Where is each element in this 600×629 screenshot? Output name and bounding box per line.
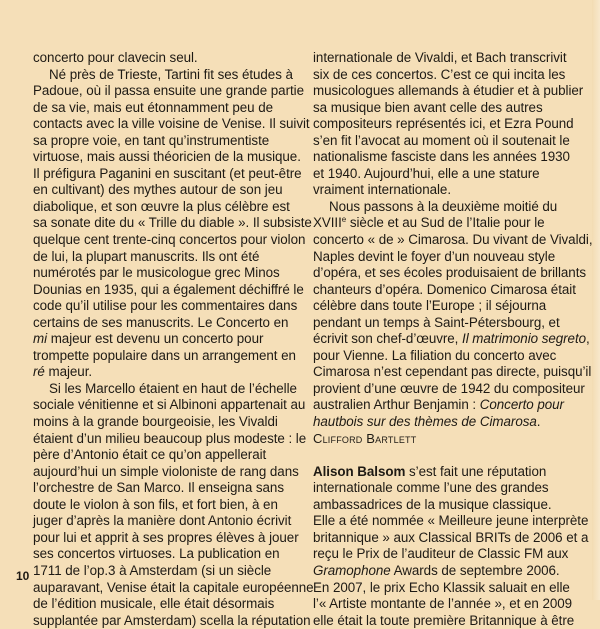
text-line: chanteurs d’opéra. Domenico Cimarosa était: [313, 281, 576, 297]
text-line: code qu’il utilise pour les commentaires dans: [33, 298, 298, 314]
text-line: 1711 de l’op.3 à Amsterdam (si un siècle: [33, 562, 272, 578]
text-line: d’opéra, et ses écoles produisaient de brillants: [313, 265, 587, 281]
text-run: majeur.: [44, 364, 93, 380]
paragraph-start: Nous passons à la deuxième moitié du: [329, 198, 558, 214]
text-line: sa sonate dite du « Trille du diable ». Il subsiste: [33, 215, 312, 231]
paragraph-start: Si les Marcello étaient en haut de l’échelle: [49, 380, 297, 396]
text-line: concerto pour clavecin seul.: [33, 50, 198, 65]
text-line: Il préfigura Paganini en suscitant (et peut-être: [33, 165, 302, 181]
text-line: provient d’une œuvre de 1942 du compositeur: [313, 380, 585, 396]
text-line: sa propre voie, en tant qu’instrumentiste: [33, 132, 270, 148]
text-line: sociale vénitienne et si Albinoni appartenait au: [33, 397, 306, 413]
italic-key: ré: [33, 364, 45, 380]
text-line: s’en fit l’avocat au moment où il soutenait le: [313, 132, 570, 148]
text-line: certains de ses manuscrits. Le Concerto en: [33, 314, 289, 330]
text-line: Elle a été nommée « Meilleure jeune interprète: [313, 513, 589, 529]
text-run: Awards de septembre 2006.: [390, 562, 560, 578]
text-run: siècle et au Sud de l’Italie pour le: [346, 215, 545, 231]
text-line: trompette populaire dans un arrangement en: [33, 347, 296, 363]
text-line: en cultivant) des mythes autour de son jeu: [33, 182, 283, 198]
work-title: Il matrimonio segreto: [462, 331, 587, 347]
text-line: père d’Antonio était ce qu’on appellerait: [33, 447, 267, 463]
text-line: elle était la toute première Britannique à être: [313, 612, 575, 628]
paragraph-start: Né près de Trieste, Tartini fit ses études à: [49, 66, 293, 82]
text-line: [313, 397, 583, 414]
text-line: contacts avec la ville voisine de Venise. Il suivit: [33, 116, 310, 132]
section-gap: [313, 447, 583, 464]
left-column: [33, 50, 314, 629]
text-line: Cimarosa n’est cependant pas directe, puisqu’il: [313, 364, 592, 380]
italic-key: mi: [33, 331, 48, 347]
text-line: internationale comme l’une des grandes: [313, 480, 549, 496]
page-number: 10: [16, 569, 30, 583]
text-line: sa musique bien avant celle des autres: [313, 99, 543, 115]
text-line: célèbre dans toute l’Europe ; il séjourna: [313, 298, 547, 314]
text-line: diabolique, et son œuvre la plus célèbre est: [33, 198, 290, 214]
text-line: l’« Artiste montante de l’année », et en 2009: [313, 596, 573, 612]
text-line: l’orchestre de San Marco. Il enseigna sans: [33, 480, 284, 496]
text-line: ses concertos virtuoses. La publication en: [33, 546, 280, 562]
text-line: virtuose, mais aussi théoricien de la musique.: [33, 149, 301, 165]
text-line: concerto « de » Cimarosa. Du vivant de Vivaldi,: [313, 232, 593, 248]
text-line: [33, 364, 295, 381]
text-line: musicologues allemands à étudier et à publier: [313, 83, 584, 99]
text-line: compositeurs représentés ici, et Ezra Pound: [313, 116, 574, 132]
text-line: pour Vienne. La filiation du concerto avec: [313, 347, 557, 363]
work-title: hautbois sur des thèmes de Cimarosa: [313, 414, 537, 430]
text-run: s’est fait une réputation: [405, 463, 547, 479]
text-run: .: [536, 414, 541, 430]
text-line: pendant un temps à Saint-Pétersbourg, et: [313, 314, 560, 330]
text-run: écrivit son chef-d’œuvre,: [313, 331, 463, 347]
text-line: reçu le Prix de l’auditeur de Classic FM aux: [313, 546, 569, 562]
text-line: quelque cent trente-cinq concertos pour violon: [33, 232, 306, 248]
text-line: Naples devint le foyer d’un nouveau style: [313, 248, 556, 264]
text-run: australien Arthur Benjamin :: [313, 397, 480, 413]
century-numeral: XVIII: [313, 215, 342, 231]
text-run: ,: [586, 331, 590, 347]
text-line: supplantée par Amsterdam) scella la réputation: [33, 612, 311, 628]
text-line: En 2007, le prix Echo Klassik saluait en elle: [313, 579, 570, 595]
text-line: de l’édition musicale, elle était désormais: [33, 596, 275, 612]
text-line: aujourd’hui un simple violoniste de rang dans: [33, 463, 299, 479]
text-line: [313, 215, 583, 232]
text-line: [313, 331, 590, 348]
text-line: [313, 414, 583, 431]
text-line: étaient d’un milieu beaucoup plus modeste : le: [33, 430, 307, 446]
bio-first-line: [313, 464, 583, 481]
right-column: [313, 50, 593, 629]
text-line: moins à la grande bourgeoisie, les Vivaldi: [33, 414, 278, 430]
text-line: Dounias en 1935, qui a également déchiffré le: [33, 281, 304, 297]
text-line: et 1940. Aujourd’hui, elle a une stature: [313, 165, 540, 181]
author-signature: Clifford Bartlett: [313, 430, 417, 446]
text-line: de lui, la plupart manuscrits. Ils ont été: [33, 248, 260, 264]
text-line: [33, 331, 295, 348]
text-line: britannique » aux Classical BRITs de 2006 et a: [313, 529, 589, 545]
magazine-title: Gramophone: [313, 562, 391, 578]
text-line: nationalisme fasciste dans les années 1930: [313, 149, 570, 165]
page-edge: [592, 0, 600, 600]
text-line: ambassadrices de la musique classique.: [313, 496, 552, 512]
ordinal-superscript: e: [341, 215, 347, 225]
text-line: auparavant, Venise était la capitale européenne: [33, 579, 314, 595]
text-line: vraiment internationale.: [313, 182, 451, 198]
text-line: Padoue, où il passa ensuite une grande partie: [33, 83, 304, 99]
text-line: de sa vie, mais eut étonnamment peu de: [33, 99, 274, 115]
text-line: numérotés par le musicologue grec Minos: [33, 265, 280, 281]
artist-name: Alison Balsom: [313, 463, 406, 479]
text-line: internationale de Vivaldi, et Bach transcrivit: [313, 50, 567, 65]
work-title: Concerto pour: [479, 397, 564, 413]
text-line: six de ces concertos. C’est ce qui incita les: [313, 66, 566, 82]
text-line: pour lui et apprit à ses propres élèves à jouer: [33, 529, 299, 545]
text-run: majeur est devenu un concerto pour: [47, 331, 264, 347]
text-line: [313, 563, 583, 580]
text-line: juger d’après la manière dont Antonio écrivit: [33, 513, 292, 529]
text-line: doute le violon à son fils, et fort bien, à en: [33, 496, 278, 512]
